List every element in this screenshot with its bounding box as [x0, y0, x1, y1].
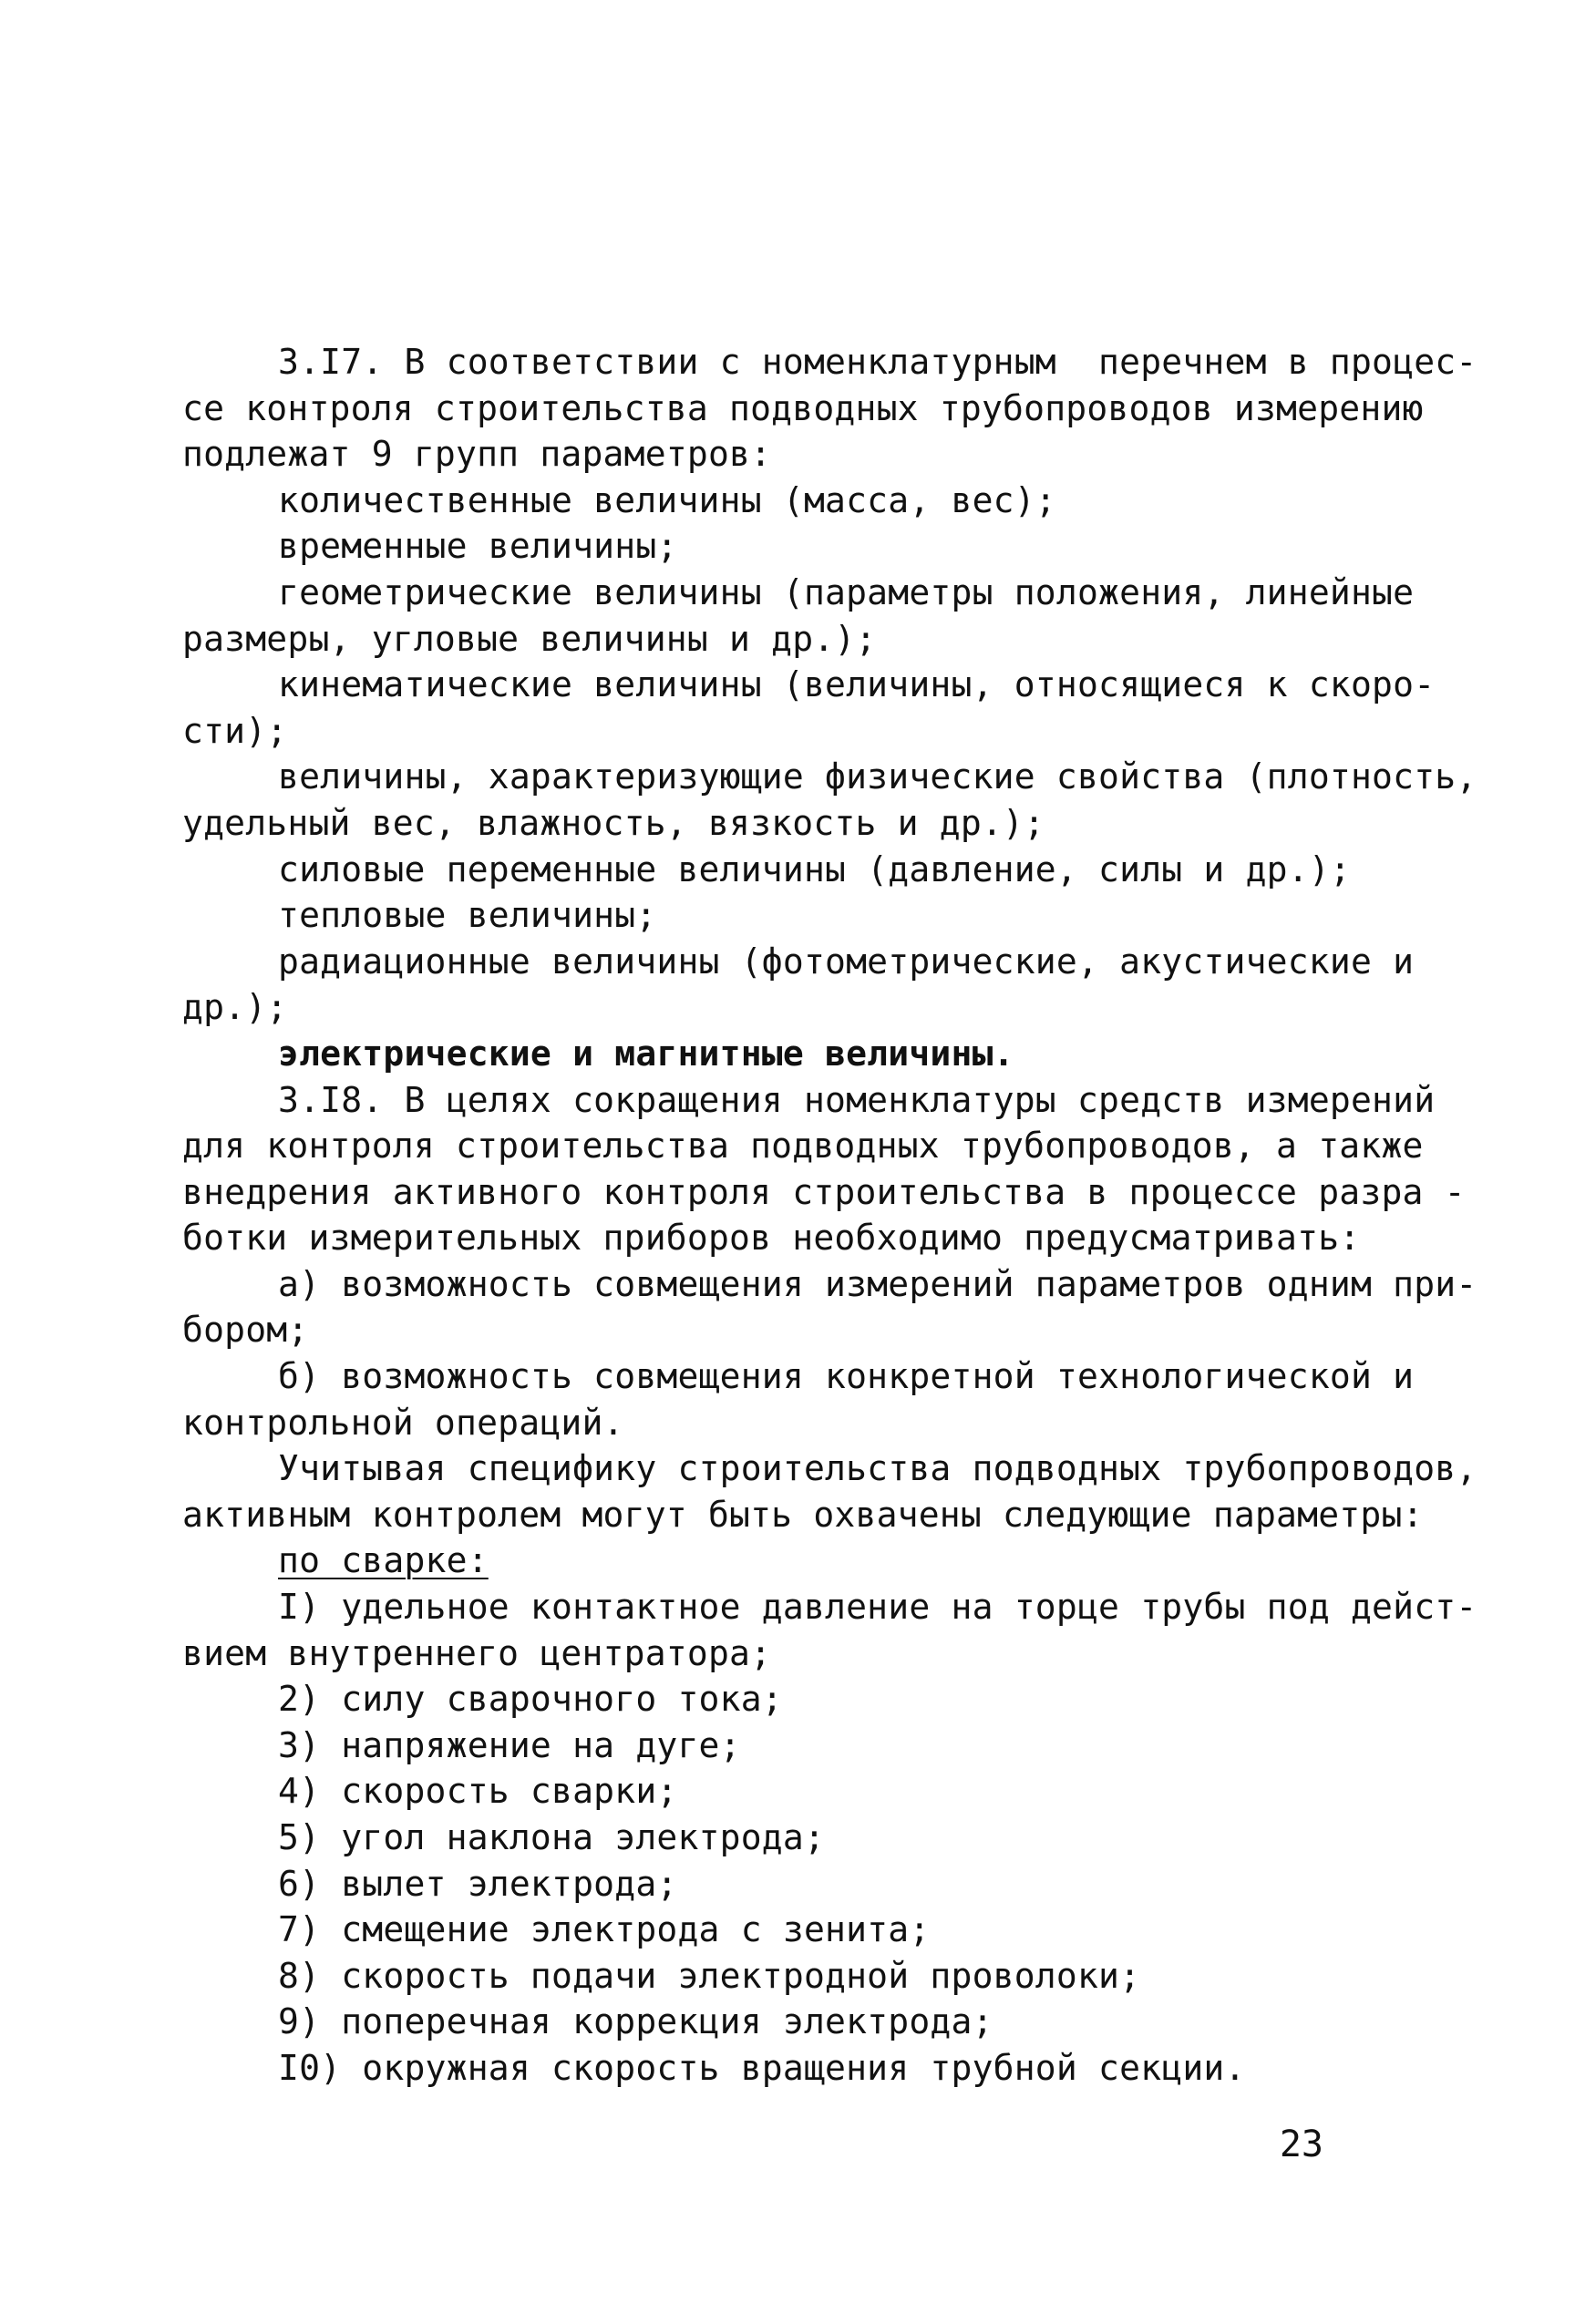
- paragraph-line: подлежат 9 групп параметров:: [182, 434, 772, 475]
- list-line: радиационные величины (фотометрические, акустические и: [278, 941, 1415, 982]
- list-line: величины, характеризующие физические свойства (плотность,: [278, 756, 1477, 797]
- list-line: тепловые величины;: [278, 895, 657, 936]
- list-line: контрольной операций.: [182, 1402, 624, 1443]
- paragraph-line: се контроля строительства подводных трубопроводов измерению: [182, 387, 1424, 428]
- list-line: вием внутреннего центратора;: [182, 1632, 772, 1673]
- list-line: 4) скорость сварки;: [278, 1771, 678, 1812]
- list-line: геометрические величины (параметры положения, линейные: [278, 571, 1415, 612]
- list-line: количественные величины (масса, вес);: [278, 479, 1056, 520]
- list-line: электрические и магнитные величины.: [278, 1033, 1014, 1074]
- list-line: размеры, угловые величины и др.);: [182, 618, 877, 659]
- paragraph-line: для контроля строительства подводных трубопроводов, а также: [182, 1126, 1424, 1167]
- list-line: 7) смещение электрода с зенита;: [278, 1909, 931, 1950]
- list-line: I) удельное контактное давление на торце трубы под дейст-: [278, 1587, 1477, 1628]
- paragraph-line: внедрения активного контроля строительства в процессе разра -: [182, 1171, 1466, 1212]
- list-line: 9) поперечная коррекция электрода;: [278, 2001, 993, 2042]
- paragraph-line: ботки измерительных приборов необходимо предусматривать:: [182, 1218, 1361, 1259]
- list-line: 8) скорость подачи электродной проволоки;: [278, 1955, 1141, 1996]
- list-line: кинематические величины (величины, относящиеся к скоро-: [278, 664, 1436, 705]
- list-line: I0) окружная скорость вращения трубной секции.: [278, 2047, 1246, 2088]
- list-line: 6) вылет электрода;: [278, 1863, 678, 1904]
- paragraph-line: 3.I8. В целях сокращения номенклатуры средств измерений: [278, 1079, 1436, 1120]
- body-text: [182, 339, 1477, 2092]
- list-line: сти);: [182, 710, 288, 751]
- paragraph-line: активным контролем могут быть охвачены следующие параметры:: [182, 1494, 1424, 1535]
- list-line: бором;: [182, 1310, 309, 1351]
- paragraph-line: 3.I7. В соответствии с номенклатурным перечнем в процес-: [278, 342, 1477, 382]
- section-heading-text: по сварке:: [278, 1540, 489, 1581]
- list-line: а) возможность совмещения измерений параметров одним при-: [278, 1263, 1477, 1304]
- list-line: силовые переменные величины (давление, силы и др.);: [278, 848, 1351, 889]
- page-number: 23: [1279, 2123, 1323, 2165]
- list-line: 3) напряжение на дуге;: [278, 1724, 741, 1765]
- list-line: 5) угол наклона электрода;: [278, 1817, 826, 1857]
- list-line: 2) силу сварочного тока;: [278, 1679, 783, 1720]
- list-line: б) возможность совмещения конкретной технологической и: [278, 1356, 1415, 1397]
- list-line: удельный вес, влажность, вязкость и др.);: [182, 802, 1045, 843]
- list-line: временные величины;: [278, 526, 678, 567]
- paragraph-line: Учитывая специфику строительства подводных трубопроводов,: [278, 1448, 1477, 1489]
- list-line: др.);: [182, 987, 288, 1028]
- section-heading-welding: [182, 1537, 1358, 1584]
